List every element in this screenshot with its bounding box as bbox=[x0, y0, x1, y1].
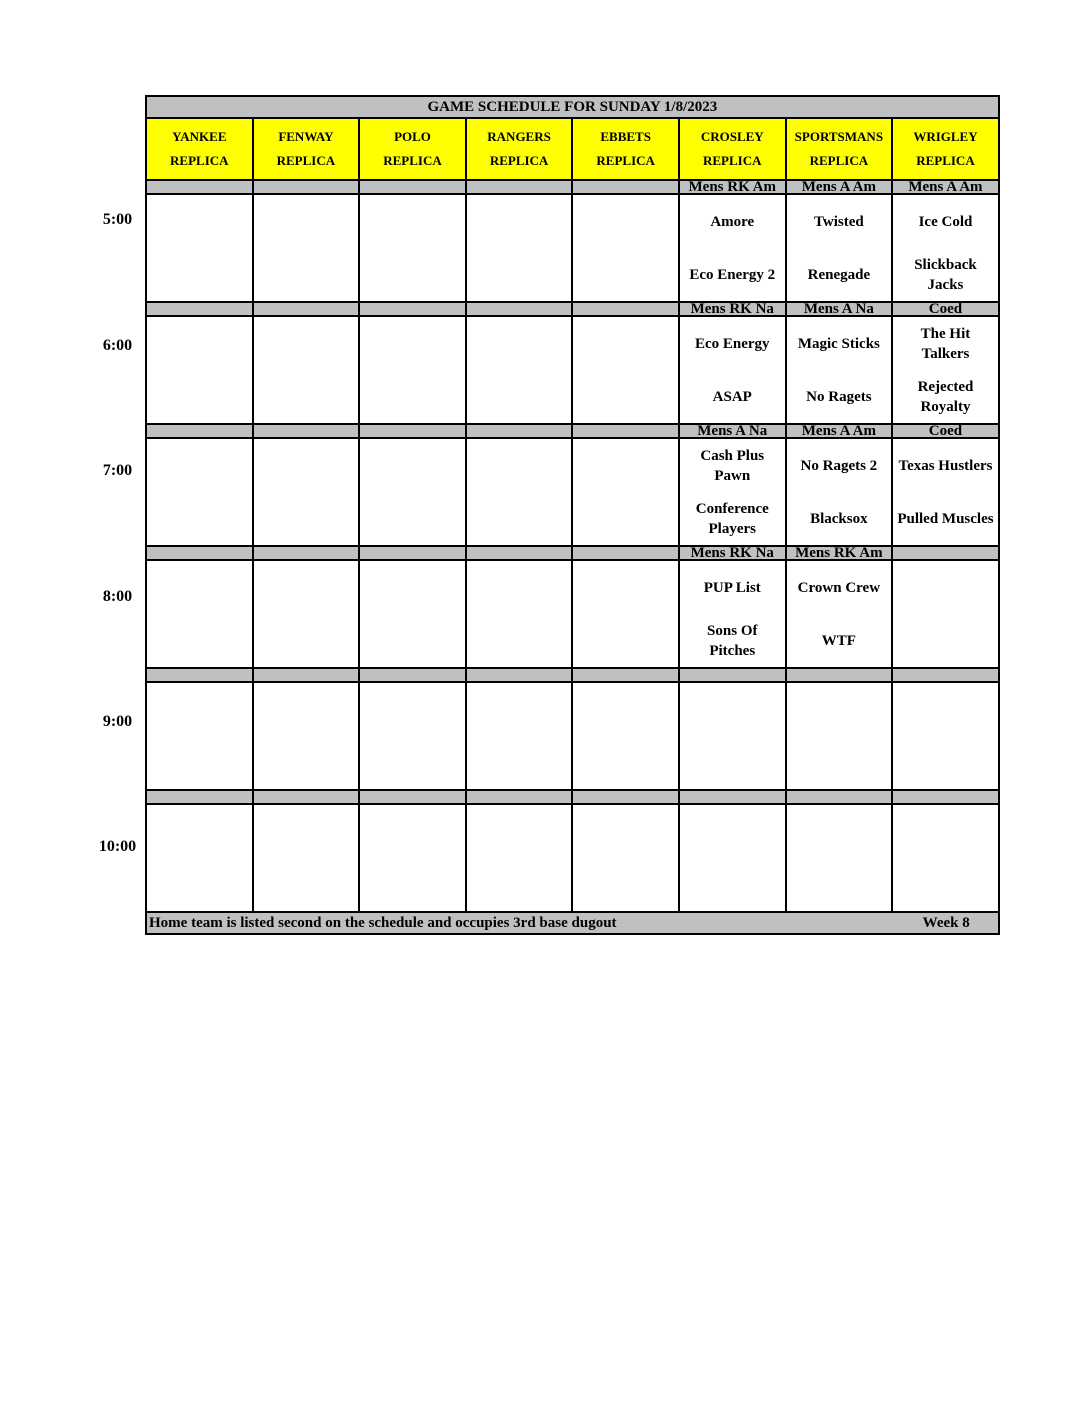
away-team: Crown Crew bbox=[797, 579, 881, 596]
division-label bbox=[253, 302, 360, 316]
away-team: Magic Sticks bbox=[797, 335, 880, 352]
time-slot-row bbox=[146, 194, 999, 302]
field-subtitle: REPLICA bbox=[916, 153, 975, 168]
home-team: Conference Players bbox=[695, 500, 769, 537]
game-cell bbox=[892, 194, 999, 302]
division-label bbox=[679, 668, 786, 682]
field-header-sportsmans bbox=[786, 118, 893, 180]
time-label: 6:00 bbox=[102, 337, 133, 354]
time-slot-row bbox=[146, 438, 999, 546]
division-label bbox=[253, 424, 360, 438]
game-cell bbox=[253, 804, 360, 912]
division-label bbox=[572, 302, 679, 316]
field-subtitle: REPLICA bbox=[383, 153, 442, 168]
division-label: Mens A Am bbox=[786, 180, 893, 194]
game-cell bbox=[359, 682, 466, 790]
division-label bbox=[359, 302, 466, 316]
field-subtitle: REPLICA bbox=[596, 153, 655, 168]
division-row bbox=[146, 302, 999, 316]
division-label bbox=[572, 546, 679, 560]
game-cell bbox=[572, 194, 679, 302]
game-cell bbox=[466, 560, 573, 668]
game-cell bbox=[146, 804, 253, 912]
field-header-ebbets bbox=[572, 118, 679, 180]
game-cell bbox=[679, 560, 786, 668]
game-cell bbox=[466, 194, 573, 302]
time-label: 7:00 bbox=[102, 462, 133, 479]
field-name: EBBETS bbox=[600, 129, 651, 144]
division-label bbox=[572, 790, 679, 804]
game-cell bbox=[359, 438, 466, 546]
division-label bbox=[466, 180, 573, 194]
game-cell bbox=[466, 682, 573, 790]
division-label bbox=[466, 546, 573, 560]
division-label bbox=[466, 790, 573, 804]
game-cell bbox=[146, 682, 253, 790]
field-name: WRIGLEY bbox=[913, 129, 978, 144]
division-label bbox=[892, 790, 999, 804]
time-slot-row bbox=[146, 560, 999, 668]
game-cell bbox=[892, 560, 999, 668]
division-label bbox=[146, 302, 253, 316]
away-team: PUP List bbox=[703, 579, 761, 596]
division-row bbox=[146, 424, 999, 438]
footer-note: Home team is listed second on the schedule and occupies 3rd base dugout bbox=[149, 914, 617, 931]
field-header-polo bbox=[359, 118, 466, 180]
game-cell bbox=[892, 804, 999, 912]
home-team: Slickback Jacks bbox=[914, 256, 977, 293]
division-label bbox=[359, 424, 466, 438]
division-label: Mens RK Am bbox=[786, 546, 893, 560]
game-cell bbox=[359, 804, 466, 912]
division-row bbox=[146, 180, 999, 194]
game-cell bbox=[466, 316, 573, 424]
division-label: Mens A Am bbox=[892, 180, 999, 194]
away-team: No Ragets 2 bbox=[800, 457, 878, 474]
footer bbox=[146, 912, 999, 934]
division-label bbox=[253, 790, 360, 804]
game-cell bbox=[466, 438, 573, 546]
game-cell bbox=[572, 560, 679, 668]
game-cell bbox=[786, 438, 893, 546]
field-header-wrigley bbox=[892, 118, 999, 180]
division-label: Coed bbox=[892, 424, 999, 438]
home-team: Blacksox bbox=[810, 510, 868, 527]
field-header-crosley bbox=[679, 118, 786, 180]
division-label bbox=[892, 668, 999, 682]
division-label: Mens A Na bbox=[786, 302, 893, 316]
game-cell bbox=[679, 682, 786, 790]
game-cell bbox=[146, 194, 253, 302]
division-label bbox=[892, 546, 999, 560]
division-label bbox=[466, 668, 573, 682]
game-cell bbox=[253, 560, 360, 668]
game-cell bbox=[146, 316, 253, 424]
game-cell bbox=[679, 194, 786, 302]
game-cell bbox=[892, 438, 999, 546]
game-cell bbox=[786, 560, 893, 668]
division-row bbox=[146, 790, 999, 804]
division-label bbox=[253, 668, 360, 682]
division-label: Mens RK Na bbox=[679, 546, 786, 560]
home-team: Rejected Royalty bbox=[917, 378, 974, 415]
game-cell bbox=[253, 438, 360, 546]
game-cell bbox=[572, 438, 679, 546]
time-label: 8:00 bbox=[102, 588, 133, 605]
division-label bbox=[253, 546, 360, 560]
division-label: Mens RK Na bbox=[679, 302, 786, 316]
division-label bbox=[146, 668, 253, 682]
game-cell bbox=[786, 316, 893, 424]
game-cell bbox=[146, 438, 253, 546]
game-cell bbox=[359, 194, 466, 302]
field-header-yankee bbox=[146, 118, 253, 180]
schedule-table bbox=[145, 95, 1000, 935]
division-label bbox=[466, 302, 573, 316]
game-cell bbox=[359, 560, 466, 668]
division-label bbox=[146, 424, 253, 438]
game-cell bbox=[572, 682, 679, 790]
division-label bbox=[146, 790, 253, 804]
division-label bbox=[572, 668, 679, 682]
time-label: 9:00 bbox=[102, 713, 133, 730]
field-subtitle: REPLICA bbox=[276, 153, 336, 168]
away-team: Texas Hustlers bbox=[898, 457, 993, 474]
division-label bbox=[359, 790, 466, 804]
field-subtitle: REPLICA bbox=[703, 153, 762, 168]
away-team: Amore bbox=[710, 213, 755, 230]
game-cell bbox=[359, 316, 466, 424]
game-cell bbox=[572, 804, 679, 912]
away-team: Cash Plus Pawn bbox=[700, 447, 765, 484]
away-team: Eco Energy bbox=[694, 335, 770, 352]
game-cell bbox=[679, 316, 786, 424]
home-team: ASAP bbox=[712, 388, 752, 405]
field-name: CROSLEY bbox=[700, 129, 764, 144]
division-label bbox=[572, 424, 679, 438]
division-label: Mens A Na bbox=[679, 424, 786, 438]
field-subtitle: REPLICA bbox=[809, 153, 869, 168]
division-label bbox=[359, 180, 466, 194]
division-label bbox=[359, 546, 466, 560]
time-slot-row bbox=[146, 682, 999, 790]
game-cell bbox=[253, 682, 360, 790]
away-team: Ice Cold bbox=[918, 213, 973, 230]
game-cell bbox=[466, 804, 573, 912]
game-cell bbox=[892, 316, 999, 424]
field-subtitle: REPLICA bbox=[489, 153, 549, 168]
division-label bbox=[679, 790, 786, 804]
division-label bbox=[572, 180, 679, 194]
game-cell bbox=[253, 194, 360, 302]
time-slot-row bbox=[146, 804, 999, 912]
field-name: RANGERS bbox=[487, 129, 551, 144]
game-cell bbox=[786, 804, 893, 912]
away-team: Twisted bbox=[813, 213, 864, 230]
field-name: YANKEE bbox=[172, 129, 227, 144]
field-name: POLO bbox=[394, 129, 431, 144]
field-name: FENWAY bbox=[278, 129, 334, 144]
game-cell bbox=[146, 560, 253, 668]
division-label: Mens A Am bbox=[786, 424, 893, 438]
schedule-title: GAME SCHEDULE FOR SUNDAY 1/8/2023 bbox=[146, 96, 999, 118]
time-slot-row bbox=[146, 316, 999, 424]
division-label bbox=[786, 790, 893, 804]
game-cell bbox=[572, 316, 679, 424]
week-label: Week 8 bbox=[922, 914, 970, 931]
division-label: Mens RK Am bbox=[679, 180, 786, 194]
home-team: WTF bbox=[821, 632, 856, 649]
division-label bbox=[146, 180, 253, 194]
division-row bbox=[146, 668, 999, 682]
game-cell bbox=[786, 194, 893, 302]
division-label bbox=[359, 668, 466, 682]
home-team: Pulled Muscles bbox=[897, 510, 994, 527]
home-team: Sons Of Pitches bbox=[707, 622, 758, 659]
game-cell bbox=[253, 316, 360, 424]
field-header-fenway bbox=[253, 118, 360, 180]
game-cell bbox=[892, 682, 999, 790]
division-label bbox=[146, 546, 253, 560]
field-subtitle: REPLICA bbox=[170, 153, 229, 168]
time-label: 10:00 bbox=[98, 838, 137, 855]
division-label bbox=[786, 668, 893, 682]
game-cell bbox=[679, 804, 786, 912]
home-team: No Ragets bbox=[806, 388, 872, 405]
away-team: The Hit Talkers bbox=[920, 325, 971, 362]
time-label: 5:00 bbox=[102, 211, 133, 228]
division-label bbox=[466, 424, 573, 438]
home-team: Renegade bbox=[807, 266, 871, 283]
field-name: SPORTSMANS bbox=[794, 129, 884, 144]
game-cell bbox=[786, 682, 893, 790]
division-label bbox=[253, 180, 360, 194]
division-row bbox=[146, 546, 999, 560]
division-label: Coed bbox=[892, 302, 999, 316]
field-header-row bbox=[146, 118, 999, 180]
home-team: Eco Energy 2 bbox=[689, 266, 776, 283]
field-header-rangers bbox=[466, 118, 573, 180]
game-cell bbox=[679, 438, 786, 546]
